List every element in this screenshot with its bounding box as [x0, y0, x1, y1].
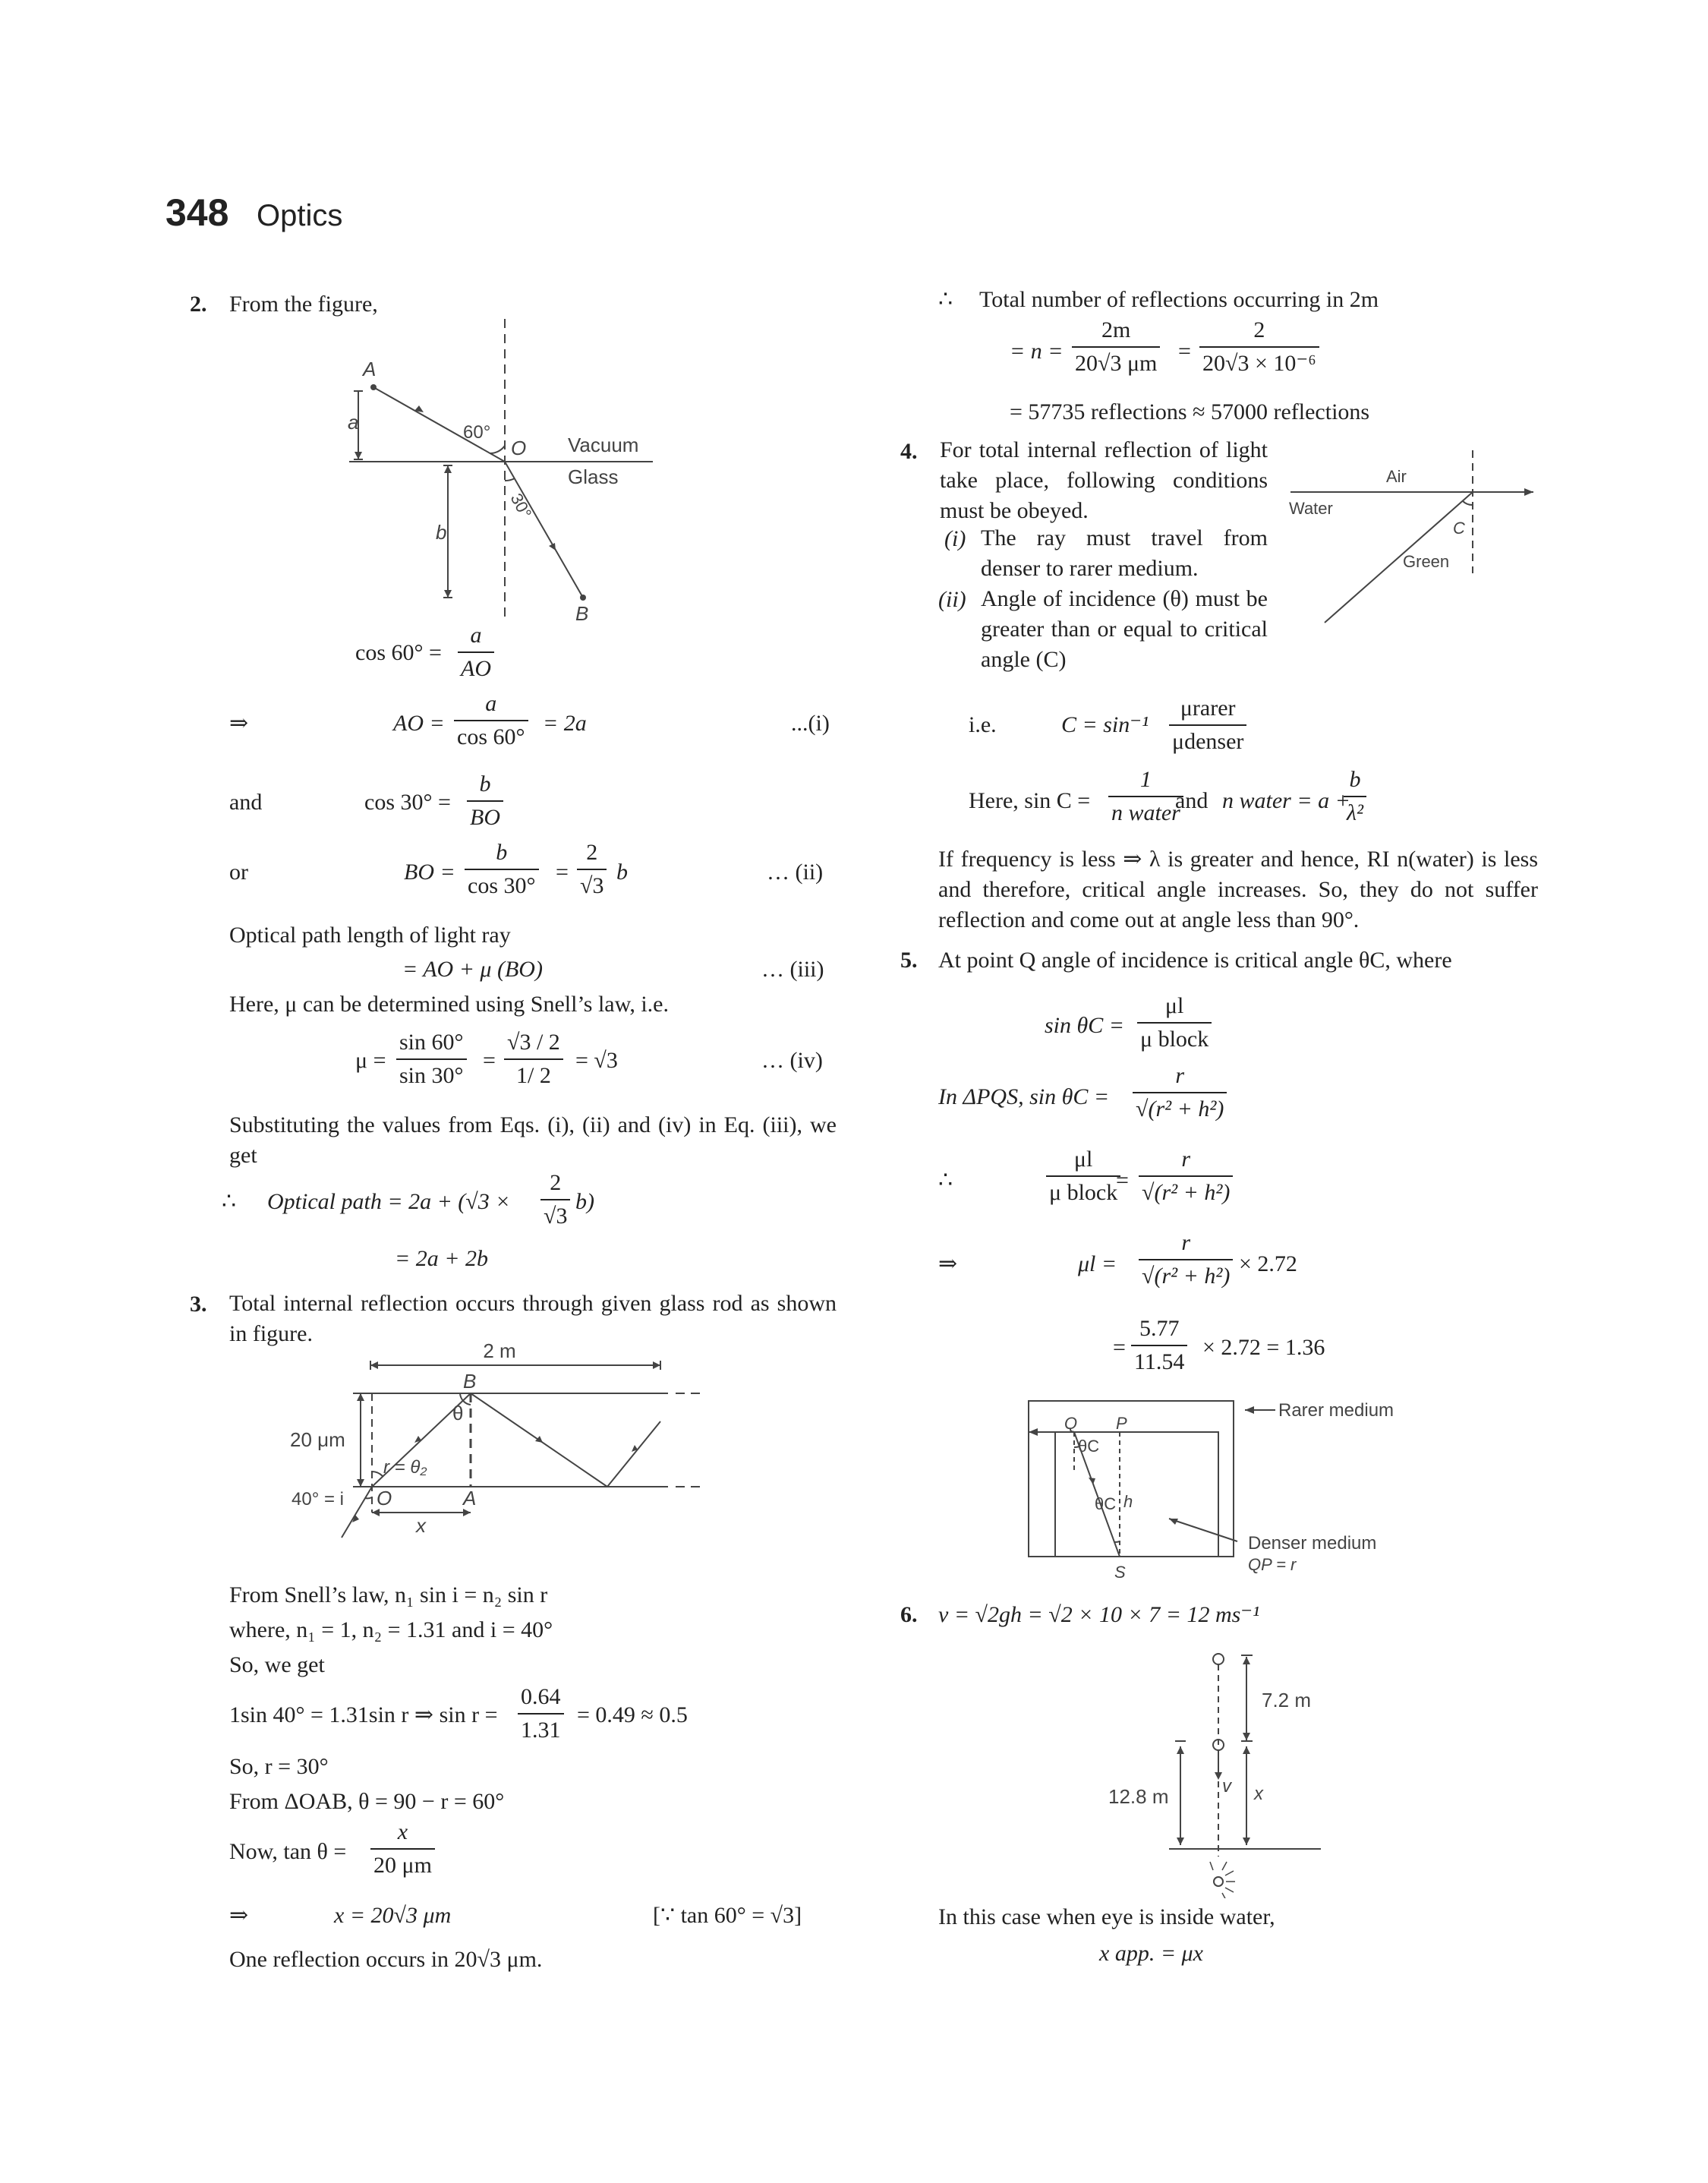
snell-text: Here, μ can be determined using Snell’s law, i.e. [229, 992, 669, 1017]
q4-c1-tag: (i) [944, 526, 966, 551]
fig-d2: 12.8 m [1108, 1785, 1169, 1808]
eq4-tag: … (ii) [767, 860, 824, 885]
fig-label-a: a [348, 411, 359, 434]
fig-c: C [1453, 519, 1465, 538]
op-lhs: Optical path = 2a + (√3 × [267, 1189, 511, 1214]
s1-frac: μl μ block [1137, 995, 1212, 1051]
tir-figure [1283, 444, 1549, 626]
fig-label-a: A [463, 1487, 477, 1509]
fig-qp: QP = r [1248, 1555, 1297, 1574]
eq2-tag: ...(i) [791, 711, 830, 736]
q4-c2: Angle of incidence (θ) must be greater than or equal to critical angle (C) [981, 586, 1268, 672]
fig-h: h [1123, 1492, 1133, 1511]
opl-text: Optical path length of light ray [229, 923, 511, 948]
tan-lhs: Now, tan θ = [229, 1839, 347, 1864]
total-text: Total number of reflections occurring in 2m [979, 287, 1379, 312]
x-arrow: ⇒ [229, 1903, 249, 1928]
eq3-frac: $\frac{b}{BO}$ [467, 773, 503, 829]
fig-air: Air [1386, 467, 1407, 486]
s5-rhs: × 2.72 = 1.36 [1202, 1335, 1325, 1360]
eq4-frac2: $\frac{2}{√3}$ [577, 841, 607, 897]
s1-lhs: sin θC = [1045, 1013, 1124, 1038]
fig-d1: 7.2 m [1262, 1689, 1312, 1711]
op-rhs: b) [575, 1189, 594, 1214]
one-reflection: One reflection occurs in 20√3 μm. [229, 1947, 543, 1972]
q5-number: 5. [900, 948, 918, 973]
c-lhs: C = sin⁻¹ [1061, 712, 1149, 737]
block-figure [1017, 1390, 1412, 1587]
h-and: and [1175, 788, 1209, 813]
here-lhs: Here, sin C = [969, 788, 1091, 813]
q2-number: 2. [190, 292, 207, 317]
op-frac: $\frac{2}{√3}$ [540, 1172, 570, 1228]
q3-number: 3. [190, 1292, 207, 1317]
fig-v: v [1222, 1776, 1231, 1797]
q4-line1: For total internal reflection of light take place, following conditions must be obeyed. [940, 437, 1268, 523]
s3-frac: μl μ block [1046, 1148, 1120, 1204]
q4-para: If frequency is less ⇒ λ is greater and hence, RI n(water) is less and therefore, critical angle increases. So, they do not suffer reflection and come out at angle less than 90°. [938, 847, 1538, 932]
fig-length: 2 m [483, 1339, 516, 1362]
fig-x: x [1254, 1784, 1263, 1804]
s4-rhs: × 2.72 [1239, 1251, 1297, 1276]
sinr-lhs: 1sin 40° = 1.31sin r ⇒ sin r = [229, 1702, 498, 1727]
fig-label-b: B [463, 1370, 477, 1393]
drop-figure [1086, 1640, 1344, 1898]
opl-tag: … (iii) [761, 957, 824, 982]
fig-angle-30: 30° [506, 490, 536, 522]
q3-r30: So, r = 30° [229, 1754, 329, 1779]
eq1-lhs: cos 60° = [355, 640, 442, 665]
glass-rod-figure [281, 1336, 714, 1557]
mu-tag: … (iv) [761, 1048, 823, 1073]
refraction-figure [334, 315, 683, 634]
fig-denser: Denser medium [1248, 1533, 1377, 1554]
eq3-lhs: cos 30° = [364, 790, 451, 815]
q3-soweget: So, we get [229, 1652, 325, 1677]
opl-eq: = AO + μ (BO) [402, 957, 543, 982]
x-note: [∵ tan 60° = √3] [653, 1903, 802, 1928]
fig-thetac2: θC [1095, 1494, 1117, 1513]
s3-frac2: $\frac{r}{\text{√(r² + h²)}}$ [1139, 1148, 1233, 1204]
eq4-eq: = [556, 860, 569, 885]
mu-lhs: μ = [355, 1048, 386, 1073]
fig-label-vacuum: Vacuum [568, 434, 639, 456]
mu-frac2: $\frac{√3 / 2}{1/ 2}$ [504, 1031, 563, 1087]
s3-eq: = [1116, 1168, 1129, 1193]
n-frac: $\frac{2m}{20√3 \mu m}$ [1072, 319, 1160, 375]
fig-label-b-point: B [575, 602, 589, 625]
eq2-arrow: ⇒ [229, 711, 249, 736]
q6-xapp: x app. = μx [1099, 1941, 1203, 1966]
sinr-frac: $\frac{0.64}{1.31}$ [518, 1686, 564, 1742]
fig-label-a-point: A [363, 358, 377, 380]
outer-block [1029, 1401, 1234, 1557]
point-a [370, 384, 377, 390]
fig-q: Q [1064, 1414, 1078, 1433]
ie-label: i.e. [969, 712, 997, 737]
fig-label-glass: Glass [568, 465, 619, 488]
q6-text: In this case when eye is inside water, [938, 1904, 1275, 1929]
mu-frac: $\frac{\sin 60^\circ}{\sin 30^\circ}$ [396, 1031, 467, 1087]
s2-lhs: In ΔPQS, sin θC = [938, 1084, 1110, 1109]
fig-p: P [1116, 1414, 1127, 1433]
q5-text: At point Q angle of incidence is critical angle θC, where [938, 948, 1452, 973]
q2-intro: From the figure, [229, 292, 378, 317]
s4-arrow: ⇒ [938, 1251, 958, 1276]
fig-angle-40: 40° = i [291, 1489, 344, 1509]
q3-text: Total internal reflection occurs through given glass rod as shown in figure. [229, 1291, 837, 1346]
subst-text: Substituting the values from Eqs. (i), (ii) and (iv) in Eq. (iii), we get [229, 1112, 837, 1168]
fig-label-b: b [436, 521, 447, 544]
green-ray [1325, 492, 1473, 623]
eq4-b: b [616, 860, 628, 885]
s2-frac: $\frac{r}{\text{√(r² + h²)}}$ [1133, 1065, 1227, 1121]
fig-s: S [1114, 1563, 1126, 1582]
ball-top [1213, 1654, 1224, 1664]
q4-number: 4. [900, 439, 918, 464]
fig-width: 20 μm [290, 1428, 345, 1451]
s3-therefore: ∴ [938, 1168, 953, 1193]
fig-angle-60: 60° [463, 422, 491, 443]
fig-water: Water [1289, 499, 1333, 518]
sinr-rhs: = 0.49 ≈ 0.5 [577, 1702, 688, 1727]
fig-thetac1: θC [1078, 1437, 1100, 1456]
fig-rarer: Rarer medium [1278, 1400, 1394, 1421]
eq2-rhs: = 2a [543, 711, 587, 736]
s5-frac: $\frac{5.77}{11.54}$ [1131, 1317, 1187, 1374]
op-therefore: ∴ [222, 1189, 237, 1214]
nwater-lhs: n water = a + [1222, 788, 1350, 813]
fig-r-theta: r = θ₂ [383, 1457, 427, 1478]
mu-rhs: = √3 [575, 1048, 618, 1073]
s5-lhs: = [1113, 1335, 1126, 1360]
point-b [580, 595, 586, 601]
mu-eq: = [483, 1048, 496, 1073]
eq2-lhs: AO = [393, 711, 445, 736]
op-final: = 2a + 2b [395, 1246, 488, 1271]
q3-snell: From Snell’s law, n₁ sin i = n₂ sin r [229, 1582, 548, 1607]
eq4-lhs: BO = [404, 860, 455, 885]
eq1-frac: $\frac{a}{AO}$ [458, 624, 494, 680]
q3-theta: From ΔOAB, θ = 90 − r = 60° [229, 1789, 505, 1814]
s4-lhs: μl = [1078, 1251, 1117, 1276]
r-therefore: ∴ [938, 287, 953, 312]
fig-label-o: O [377, 1487, 392, 1509]
n-eq: = [1178, 339, 1191, 364]
fig-green: Green [1403, 552, 1450, 571]
fig-label-o: O [511, 437, 527, 459]
q6-eq: v = √2gh = √2 × 10 × 7 = 12 ms⁻¹ [938, 1602, 1260, 1627]
q3-where: where, n₁ = 1, n₂ = 1.31 and i = 40° [229, 1617, 553, 1642]
n-frac2: $\frac{2}{\text{20√3 × 10⁻⁶}}$ [1199, 319, 1319, 375]
h-frac: 1 n water [1108, 768, 1183, 825]
page-number: 348 [165, 191, 229, 234]
page-title: Optics [257, 199, 343, 232]
eq4-frac: $\frac{b}{\cos 30^\circ}$ [465, 841, 539, 897]
and-label: and [229, 790, 263, 815]
fig-label-x: x [416, 1514, 426, 1537]
x-eq: x = 20√3 μm [334, 1903, 452, 1928]
q6-number: 6. [900, 1602, 918, 1627]
nw-frac: $\frac{b}{\text{λ²}}$ [1344, 768, 1366, 825]
s4-frac: $\frac{r}{\text{√(r² + h²)}}$ [1139, 1232, 1233, 1288]
c-frac: μrarer μdenser [1169, 697, 1246, 753]
q4-c1: The ray must travel from denser to rarer medium. [981, 525, 1268, 581]
tan-frac: $\frac{x}{20 \mu m}$ [370, 1821, 435, 1877]
n-result: = 57735 reflections ≈ 57000 reflections [1010, 399, 1370, 424]
eye [1214, 1877, 1223, 1886]
eq2-frac: $\frac{a}{\cos 60^\circ}$ [454, 692, 528, 749]
fig-theta: θ [452, 1402, 464, 1424]
or-label: or [229, 860, 248, 885]
n-lhs: = n = [1010, 339, 1064, 364]
q4-c2-tag: (ii) [938, 587, 966, 612]
